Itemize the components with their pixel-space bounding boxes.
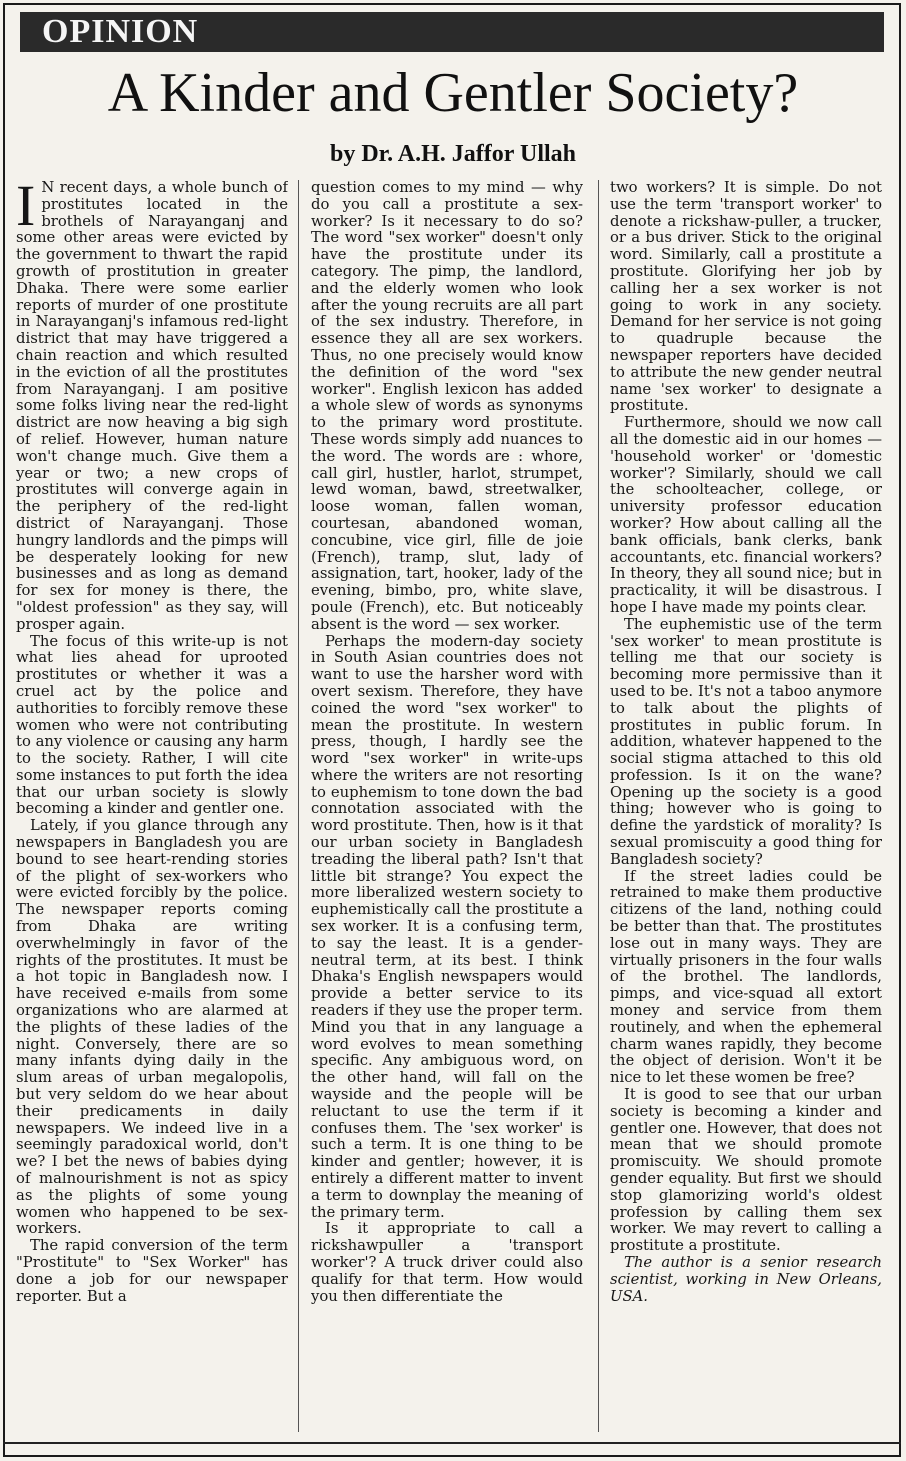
- paragraph-text: N recent days, a whole bunch of prostitutes located in the brothels of Narayanganj and some other areas were evicted by the government to thwart the rapid growth of prostitution in greater Dhaka. There were some earlier reports of murder of one prostitute in Narayanganj's infamous red-light district that may have triggered a chain reaction and which resulted in the eviction of all the prostitutes from Narayanganj. I am positive some folks living near the red-light district are now heaving a big sigh of relief. However, human nature won't change much. Give them a year or two; a new crops of prostitutes will converge again in the periphery of the red-light district of Narayanganj. Those hungry landlords and the pimps will be desperately looking for new businesses and as long as demand for sex for money is there, the "oldest profession" as they say, will prosper again.: [16, 180, 288, 633]
- paragraph: Is it appropriate to call a rickshawpuller a 'transport worker'? A truck driver could also qualify for that term. How would you then differentiate the: [311, 1220, 583, 1305]
- bottom-rule: [3, 1442, 901, 1444]
- paragraph: Furthermore, should we now call all the domestic aid in our homes — 'household worker' or 'domestic worker'? Similarly, should we call the schoolteacher, college, or university professor education worker? How about calling all the bank officials, bank clerks, bank accountants, etc. financial workers? In theory, they all sound nice; but in practicality, it will be disastrous. I hope I have made my points clear.: [610, 414, 882, 616]
- paragraph: The focus of this write-up is not what lies ahead for uprooted prostitutes or whether it was a cruel act by the police and authorities to forcibly remove these women who were not contributing to any violence or causing any harm to the society. Rather, I will cite some instances to put forth the idea that our urban society is slowly becoming a kinder and gentler one.: [16, 632, 288, 818]
- section-banner: [20, 12, 884, 52]
- paragraph: It is good to see that our urban society is becoming a kinder and gentler one. However, that does not mean that we should promote promiscuity. We should promote gender equality. But first we should stop glamorizing world's oldest profession by calling them sex worker. We may revert to calling a prostitute a prostitute.: [610, 1086, 882, 1255]
- column-divider: [298, 180, 299, 1432]
- article-column-2: [311, 180, 583, 1440]
- article-column-3: [610, 180, 882, 1440]
- article-column-1: [16, 180, 288, 1440]
- paragraph: The euphemistic use of the term 'sex worker' to mean prostitute is telling me that our society is becoming more permissive than it used to be. It's not a taboo anymore to talk about the plights of prostitutes in public forum. In addition, whatever happened to the social stigma attached to this old profession. Is it on the wane? Opening up the society is a good thing; however who is going to define the yardstick of morality? Is sexual promiscuity a good thing for Bangladesh society?: [610, 615, 882, 868]
- paragraph: two workers? It is simple. Do not use the term 'transport worker' to denote a rickshaw-puller, a trucker, or a bus driver. Stick to the original word. Similarly, call a prostitute a prostitute. Glorifying her job by calling her a sex worker is not going to work in any society. Demand for her service is not going to quadruple because the newspaper reporters have decided to attribute the new gender neutral name 'sex worker' to designate a prostitute.: [610, 180, 882, 415]
- drop-cap: I: [16, 180, 36, 238]
- paragraph: question comes to my mind — why do you call a prostitute a sex-worker? Is it necessary to do so? The word "sex worker" doesn't only have the prostitute under its category. The pimp, the landlord, and the elderly women who look after the young recruits are all part of the sex industry. Therefore, in essence they all are sex workers. Thus, no one precisely would know the definition of the word "sex worker". English lexicon has added a whole slew of words as synonyms to the primary word prostitute. These words simply add nuances to the word. The words are : whore, call girl, hustler, harlot, strumpet, lewd woman, bawd, streetwalker, loose woman, fallen woman, courtesan, abandoned woman, concubine, vice girl, fille de joie (French), tramp, slut, lady of assignation, tart, hooker, lady of the evening, bimbo, pro, white slave, poule (French), etc. But noticeably absent is the word — sex worker.: [311, 180, 583, 633]
- section-label: OPINION: [28, 12, 212, 52]
- paragraph: Perhaps the modern-day society in South Asian countries does not want to use the harsher word with overt sexism. Therefore, they have coined the word "sex worker" to mean the prostitute. In western press, though, I hardly see the word "sex worker" in write-ups where the writers are not resorting to euphemism to tone down the bad connotation associated with the word prostitute. Then, how is it that our urban society in Bangladesh treading the liberal path? Isn't that little bit strange? You expect the more liberalized western society to euphemistically call the prostitute a sex worker. It is a confusing term, to say the least. It is a gender-neutral term, at its best. I think Dhaka's English newspapers would provide a better service to its readers if they use the proper term. Mind you that in any language a word evolves to mean something specific. Any ambiguous word, on the other hand, will fall on the wayside and the people will be reluctant to use the term if it confuses them. The 'sex worker' is such a term. It is one thing to be kinder and gentler; however, it is entirely a different matter to invent a term to downplay the meaning of the primary term.: [311, 632, 583, 1221]
- byline: by Dr. A.H. Jaffor Ullah: [329, 141, 577, 167]
- column-divider: [598, 180, 599, 1432]
- paragraph: Lately, if you glance through any newspapers in Bangladesh you are bound to see heart-rending stories of the plight of sex-workers who were evicted forcibly by the police. The newspaper reports coming from Dhaka are writing overwhelmingly in favor of the rights of the prostitutes. It must be a hot topic in Bangladesh now. I have received e-mails from some organizations who are alarmed at the plights of these ladies of the night. Conversely, there are so many infants dying daily in the slum areas of urban megalopolis, but very seldom do we hear about their predicaments in daily newspapers. We indeed live in a seemingly paradoxical world, don't we? I bet the news of babies dying of malnourishment is not as spicy as the plights of some young women who happened to be sex-workers.: [16, 817, 288, 1238]
- paragraph: The rapid conversion of the term "Prostitute" to "Sex Worker" has done a job for our newspaper reporter. But a: [16, 1237, 288, 1305]
- paragraph: If the street ladies could be retrained to make them productive citizens of the land, nothing could be better than that. The prostitutes lose out in many ways. They are virtually prisoners in the four walls of the brothel. The landlords, pimps, and vice-squad all extort money and service from them routinely, and when the ephemeral charm wanes rapidly, they become the object of derision. Won't it be nice to let these women be free?: [610, 867, 882, 1087]
- headline: A Kinder and Gentler Society?: [107, 62, 799, 124]
- paragraph: [16, 180, 288, 634]
- author-credit: The author is a senior research scientist, working in New Orleans, USA.: [610, 1254, 882, 1305]
